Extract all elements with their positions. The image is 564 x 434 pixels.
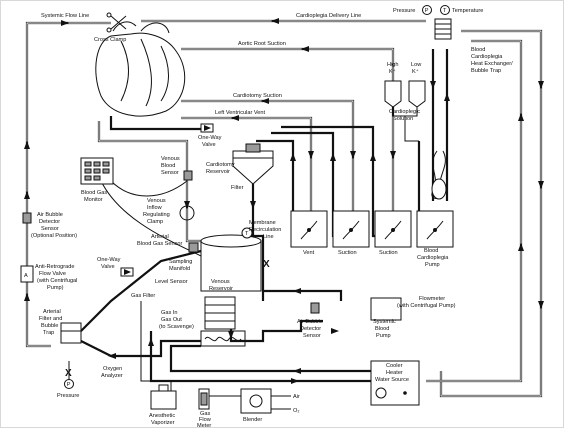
label-heat-exchanger-2: Cardioplegia	[471, 54, 503, 60]
label-vent: Vent	[303, 250, 315, 256]
a-symbol: A	[24, 273, 28, 279]
p-symbol-bottom: P	[66, 382, 71, 388]
label-flowmeter-2: (with Centrifugal Pump)	[397, 303, 456, 309]
label-suction-2: Suction	[379, 250, 398, 256]
low-k-bag	[409, 81, 425, 107]
label-level-sensor: Level Sensor	[155, 279, 188, 285]
label-high-k-1: High	[387, 62, 399, 68]
venous-blood-sensor	[184, 171, 192, 180]
label-gas-in: Gas In	[161, 310, 178, 316]
label-pressure-bottom: Pressure	[57, 393, 80, 399]
label-oxygen-analyzer-1: Oxygen	[103, 366, 123, 372]
label-gas-flow-meter-3: Meter	[197, 423, 212, 429]
arterial-filter	[61, 323, 81, 379]
label-bc-pump-1: Blood	[424, 248, 439, 254]
p-symbol-top: P	[424, 8, 429, 14]
label-air-bubble-left-4: (Optional Position)	[31, 233, 78, 239]
one-way-valve-top	[201, 124, 213, 132]
label-filter: Filter	[231, 185, 244, 191]
x-symbol-reservoir: X	[263, 259, 270, 270]
arterial-blood-gas-sensor	[189, 243, 198, 252]
label-systemic-pump-3: Pump	[376, 333, 391, 339]
label-blender: Blender	[243, 417, 263, 423]
label-cardiotomy-reservoir-2: Reservoir	[206, 169, 230, 175]
label-systemic-pump-1: Systemic	[373, 319, 396, 325]
label-high-k-2: K⁺	[389, 69, 396, 75]
label-arterial-blood-gas-2: Blood Gas Sensor	[137, 241, 183, 247]
label-bc-pump-3: Pump	[425, 262, 440, 268]
label-venous-inflow-3: Regulating	[143, 212, 170, 218]
label-arterial-blood-gas-1: Arterial	[151, 234, 169, 240]
label-air-bubble-mid-2: Detector	[300, 326, 322, 332]
label-venous-reservoir-2: Reservoir	[209, 286, 233, 292]
label-venous-blood-sensor-3: Sensor	[161, 170, 179, 176]
label-anti-retrograde-2: Flow Valve	[39, 271, 66, 277]
label-membrane-recirculation-1: Membrane	[249, 220, 276, 226]
heart	[96, 22, 185, 116]
label-gas-filter: Gas Filter	[131, 293, 156, 299]
blender	[241, 389, 271, 413]
high-k-bag	[385, 81, 401, 107]
label-flowmeter-1: Flowmeter	[419, 296, 446, 302]
label-one-way-valve-left-1: One-Way	[97, 257, 121, 263]
label-o2: O₂	[293, 408, 300, 414]
label-one-way-valve-top-2: Valve	[202, 142, 216, 148]
air-bubble-sensor-mid	[311, 303, 319, 313]
label-air: Air	[293, 394, 300, 400]
oxygenator	[201, 297, 245, 346]
label-venous-inflow-4: Clamp	[147, 219, 164, 225]
label-air-bubble-mid-1: Air Bubble	[297, 319, 323, 325]
label-temperature-top: Temperature	[452, 8, 484, 14]
label-systemic-flow-line: Systemic Flow Line	[41, 13, 90, 19]
label-heat-exchanger-3: Heat Exchanger/	[471, 61, 513, 67]
anti-retrograde-valve	[21, 266, 33, 282]
label-arterial-filter-1: Arterial	[43, 309, 61, 315]
label-left-ventricular-vent: Left Ventricular Vent	[215, 110, 266, 116]
label-blood-gas-monitor-1: Blood Gas	[81, 190, 108, 196]
label-arterial-filter-4: Trap	[43, 330, 55, 336]
one-way-valve-left	[121, 268, 133, 276]
label-cross-clamp: Cross Clamp	[94, 37, 127, 43]
label-cardioplegic-solution-2: Solution	[393, 116, 414, 122]
systemic-blood-pump	[371, 298, 401, 320]
label-venous-reservoir-1: Venous	[211, 279, 230, 285]
label-heat-exchanger-1: Blood	[471, 47, 486, 53]
label-venous-inflow-2: Inflow	[147, 205, 162, 211]
label-one-way-valve-left-2: Valve	[101, 264, 115, 270]
pressure-gauge-top	[423, 6, 432, 15]
label-anti-retrograde-3: (with Centrifugal	[37, 278, 78, 284]
t-symbol-reservoir: T	[245, 231, 249, 237]
label-suction-1: Suction	[338, 250, 357, 256]
label-gas-flow-meter-1: Gas	[200, 411, 211, 417]
label-low-k-2: K⁺	[412, 69, 419, 75]
label-cardiotomy-suction: Cardiotomy Suction	[233, 93, 282, 99]
label-systemic-pump-2: Blood	[375, 326, 390, 332]
label-gas-out-2: (to Scavenge)	[159, 324, 194, 330]
label-cardioplegia-delivery-line: Cardioplegia Delivery Line	[296, 13, 362, 19]
pressure-gauge-bottom	[65, 380, 74, 389]
label-sampling-manifold-2: Manifold	[169, 266, 191, 272]
label-sampling-manifold-1: Sampling	[169, 259, 193, 265]
gas-flow-meter	[199, 389, 209, 409]
label-venous-blood-sensor-2: Blood	[161, 163, 176, 169]
label-pressure-top: Pressure	[393, 8, 416, 14]
cardiotomy-reservoir	[233, 144, 273, 184]
label-blood-gas-monitor-2: Monitor	[84, 197, 103, 203]
label-arterial-filter-3: Bubble	[41, 323, 59, 329]
label-anesthetic-vaporizer-1: Anesthetic	[149, 413, 176, 419]
label-gas-out-1: Gas Out	[161, 317, 182, 323]
blood-gas-monitor	[81, 158, 113, 184]
label-cooler-heater-1: Cooler	[386, 363, 403, 369]
label-membrane-recirculation-2: Recirculation	[249, 227, 282, 233]
anesthetic-vaporizer	[151, 385, 176, 409]
label-bc-pump-2: Cardioplegia	[417, 255, 449, 261]
label-air-bubble-mid-3: Sensor	[303, 333, 321, 339]
label-cooler-heater-2: Heater	[386, 370, 403, 376]
label-oxygen-analyzer-2: Analyzer	[101, 373, 123, 379]
label-air-bubble-left-1: Air Bubble	[37, 212, 63, 218]
label-air-bubble-left-3: Sensor	[41, 226, 59, 232]
label-air-bubble-left-2: Detector	[39, 219, 61, 225]
air-bubble-sensor-left	[23, 213, 31, 223]
label-aortic-root-suction: Aortic Root Suction	[238, 41, 286, 47]
label-venous-inflow-1: Venous	[147, 198, 166, 204]
label-venous-blood-sensor-1: Venous	[161, 156, 180, 162]
label-one-way-valve-top-1: One-Way	[198, 135, 222, 141]
x-symbol-filter: X	[65, 368, 72, 379]
label-arterial-filter-2: Filter and	[39, 316, 63, 322]
label-membrane-recirculation-3: Line	[263, 234, 274, 240]
label-cardioplegic-solution-1: Cardioplegic	[389, 109, 421, 115]
temperature-gauge-top	[441, 6, 450, 15]
t-symbol-top: T	[443, 8, 447, 14]
label-low-k-1: Low	[411, 62, 422, 68]
label-cardiotomy-reservoir-1: Cardiotomy	[206, 162, 235, 168]
label-anesthetic-vaporizer-2: Vaporizer	[151, 420, 175, 426]
label-anti-retrograde-1: Anti-Retrograde	[35, 264, 75, 270]
label-heat-exchanger-4: Bubble Trap	[471, 68, 502, 74]
label-gas-flow-meter-2: Flow	[199, 417, 211, 423]
cardiopulmonary-bypass-circuit-diagram	[1, 1, 564, 429]
label-cooler-heater-3: Water Source	[375, 377, 409, 383]
heat-exchanger-bubble-trap	[435, 19, 451, 39]
label-anti-retrograde-4: Pump)	[47, 285, 64, 291]
